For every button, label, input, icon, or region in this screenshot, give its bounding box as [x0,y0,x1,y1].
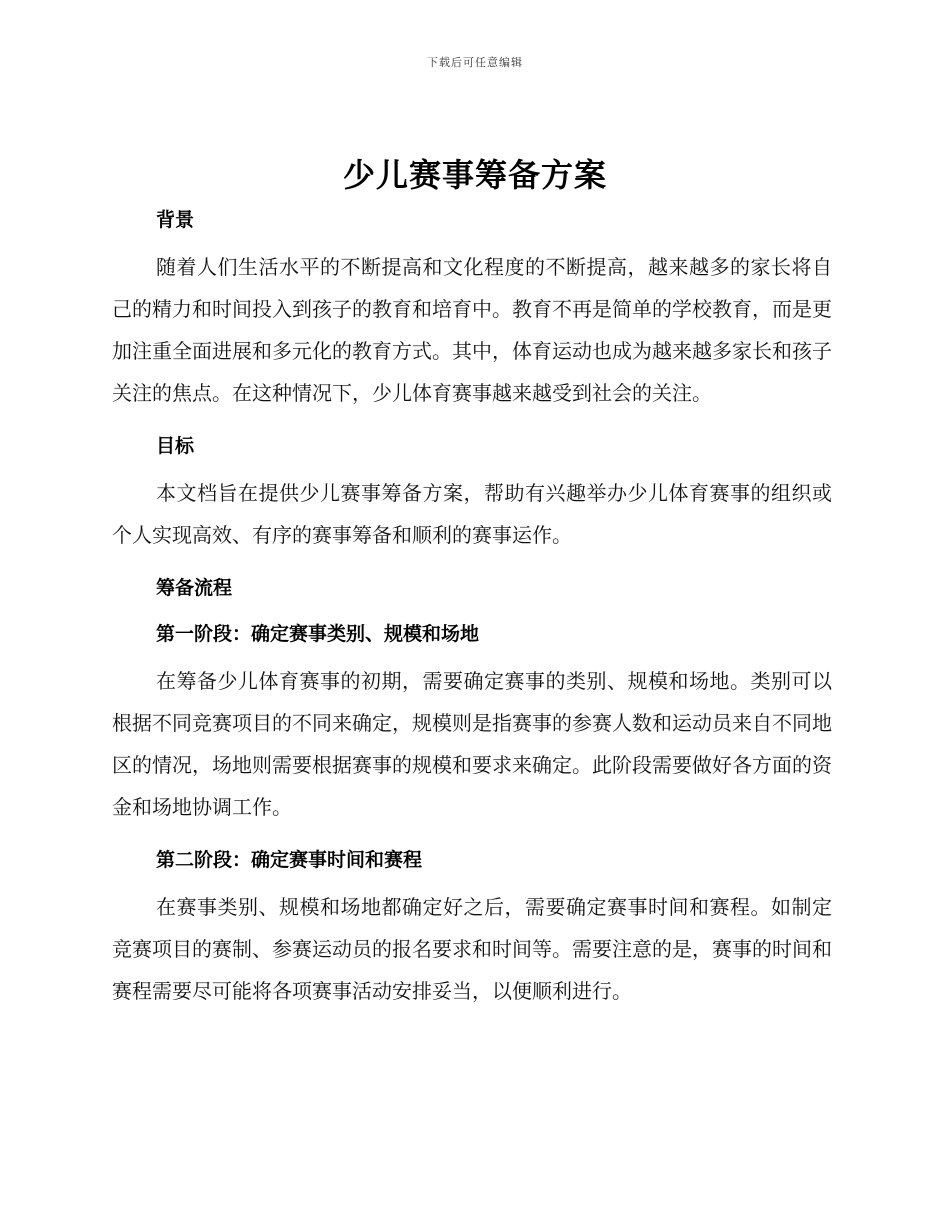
paragraph-goal: 本文档旨在提供少儿赛事筹备方案，帮助有兴趣举办少儿体育赛事的组织或个人实现高效、有序的赛事筹备和顺利的赛事运作。 [112,481,832,547]
document-body [112,200,832,1012]
section-heading-goal: 目标 [156,435,195,457]
paragraph-stage1: 在筹备少儿体育赛事的初期，需要确定赛事的类别、规模和场地。类别可以根据不同竞赛项目的不同来确定，规模则是指赛事的参赛人数和运动员来自不同地区的情况，场地则需要根据赛事的规模和要求来确定。此阶段需要做好各方面的资金和场地协调工作。 [112,669,832,819]
paragraph-background: 随着人们生活水平的不断提高和文化程度的不断提高，越来越多的家长将自己的精力和时间投入到孩子的教育和培育中。教育不再是简单的学校教育，而是更加注重全面进展和多元化的教育方式。其中，体育运动也成为越来越多家长和孩子关注的焦点。在这种情况下，少儿体育赛事越来越受到社会的关注。 [112,255,832,405]
header-note: 下载后可任意编辑 [427,56,523,69]
section-heading-stage1: 第一阶段：确定赛事类别、规模和场地 [156,623,480,645]
section-heading-process: 筹备流程 [156,577,233,599]
document-title: 少儿赛事筹备方案 [342,156,607,194]
section-heading-background: 背景 [156,209,195,231]
paragraph-stage2: 在赛事类别、规模和场地都确定好之后，需要确定赛事时间和赛程。如制定竞赛项目的赛制、参赛运动员的报名要求和时间等。需要注意的是，赛事的时间和赛程需要尽可能将各项赛事活动安排妥当，以便顺利进行。 [112,895,832,1003]
section-heading-stage2: 第二阶段：确定赛事时间和赛程 [156,849,423,871]
